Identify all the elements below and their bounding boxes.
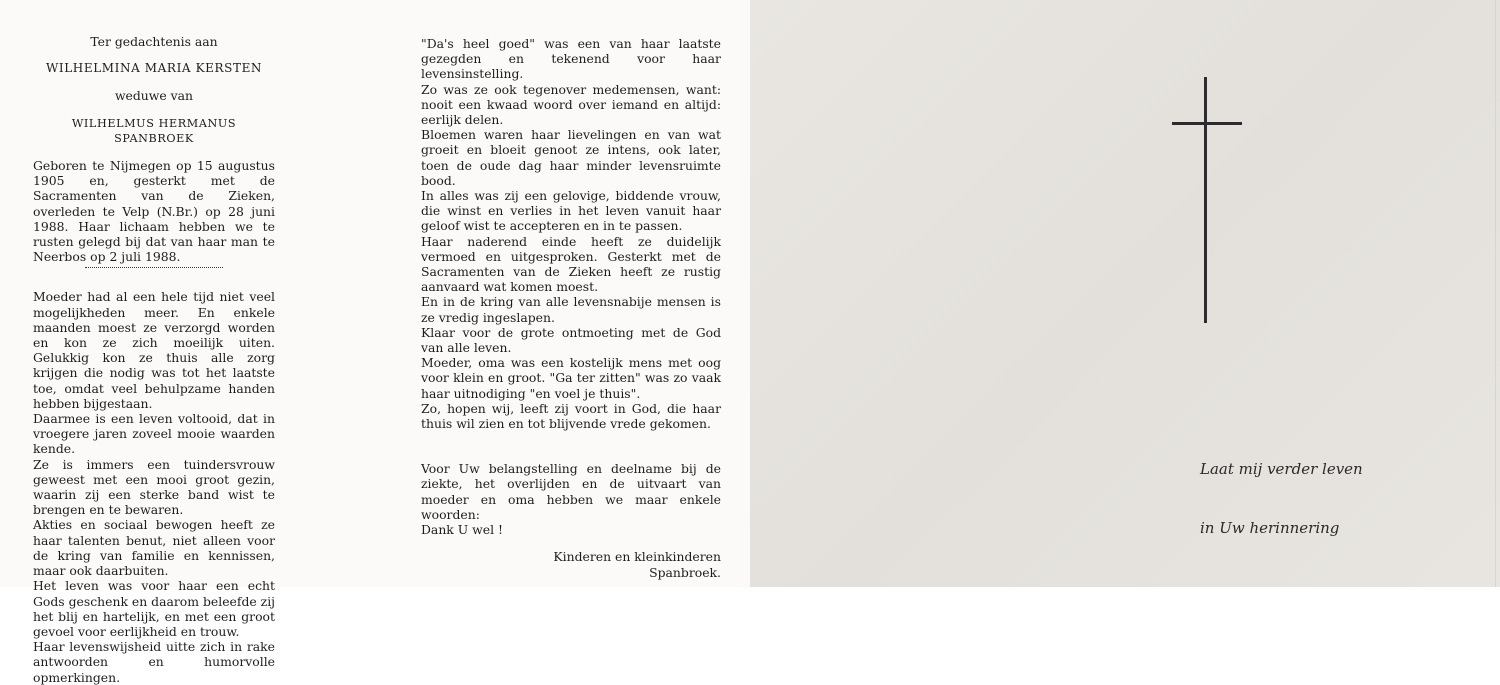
birth-death-text: Geboren te Nijmegen op 15 augustus 1905 en, gesterkt met de Sacramenten van de Zieken, overleden te Velp (N.Br.) op 28 juni 1988. Haar lichaam hebben we te rusten gelegd bij dat van haar man te Neerbos op 2 juli 1988.: [33, 158, 275, 265]
left-paragraph: Haar levenswijsheid uitte zich in rake antwoorden en humorvolle opmerkingen.: [33, 639, 275, 685]
right-column: [421, 36, 721, 580]
right-paragraph: "Da's heel goed" was een van haar laatste gezegden en tekenend voor haar levensinstelling.: [421, 36, 721, 82]
signature: [421, 549, 721, 579]
right-paragraph: In alles was zij een gelovige, biddende vrouw, die winst en verlies in het leven vanuit haar geloof wist te accepteren en in te passen.: [421, 188, 721, 234]
cover-quote-line-2: in Uw herinnering: [1200, 519, 1340, 537]
right-paragraph: Haar naderend einde heeft ze duidelijk vermoed en uitgesproken. Gesterkt met de Sacramenten van de Zieken heeft ze rustig aanvaard wat komen moest.: [421, 233, 721, 295]
thanks-closing: Dank U wel !: [421, 522, 503, 538]
right-paragraph: Bloemen waren haar lievelingen en van wat groeit en bloeit genoot ze intens, ook later, toen de oude dag haar minder levensruimte bood.: [421, 127, 721, 188]
right-paragraph: En in de kring van alle levensnabije mensen is ze vredig ingeslapen.: [421, 294, 721, 325]
left-paragraph: Akties en sociaal bewogen heeft ze haar talenten benut, niet alleen voor de kring van familie en kennissen, maar ook daarbuiten.: [33, 517, 275, 579]
left-paragraph: Daarmee is een leven voltooid, dat in vroegere jaren zoveel mooie waarden kende.: [33, 411, 275, 457]
signature-line-2: Spanbroek.: [649, 564, 721, 580]
fold-line: [1495, 0, 1496, 587]
right-paragraph: Zo, hopen wij, leeft zij voort in God, die haar thuis wil zien en tot blijvende vrede gekomen.: [421, 400, 721, 432]
cross-icon-horizontal: [1172, 122, 1242, 125]
left-column: [33, 34, 275, 685]
right-paragraph: Moeder, oma was een kostelijk mens met oog voor klein en groot. "Ga ter zitten" was zo vaak haar uitnodiging "en voel je thuis".: [421, 355, 721, 401]
widow-of-line: weduwe van: [114, 88, 194, 104]
intro-line: Ter gedachtenis aan: [90, 34, 218, 49]
thanks-text: Voor Uw belangstelling en deelname bij de ziekte, het overlijden en de uitvaart van moeder en oma hebben we maar enkele woorden:: [421, 461, 721, 522]
cover-quote-line-1: Laat mij verder leven: [1200, 460, 1363, 478]
left-paragraph: Ze is immers een tuindersvrouw geweest met een mooi groot gezin, waarin zij een sterke band wist te brengen en te bewaren.: [33, 456, 275, 518]
signature-line-1: Kinderen en kleinkinderen: [553, 549, 721, 565]
right-paragraph: Zo was ze ook tegenover medemensen, want: nooit een kwaad woord over iemand en altijd: eerlijk delen.: [421, 81, 721, 128]
deceased-name: WILHELMINA MARIA KERSTEN: [45, 61, 263, 76]
cross-icon-vertical: [1204, 77, 1207, 323]
spouse-name: WILHELMUS HERMANUS SPANBROEK: [71, 116, 237, 145]
card-cover: [750, 0, 1500, 587]
left-paragraph: Moeder had al een hele tijd niet veel mogelijkheden meer. En enkele maanden moest ze verzorgd worden en kon ze zich moeilijk uiten. Gelukkig kon ze thuis alle zorg krijgen die nodig was tot het laatste toe, omdat veel behulpzame handen hebben bijgestaan.: [33, 289, 275, 411]
right-paragraph: Klaar voor de grote ontmoeting met de God van alle leven.: [421, 324, 721, 356]
left-paragraph: Het leven was voor haar een echt Gods geschenk en daarom beleefde zij het blij en hartelijk, en met een groot gevoel voor eerlijkheid en trouw.: [33, 578, 275, 639]
